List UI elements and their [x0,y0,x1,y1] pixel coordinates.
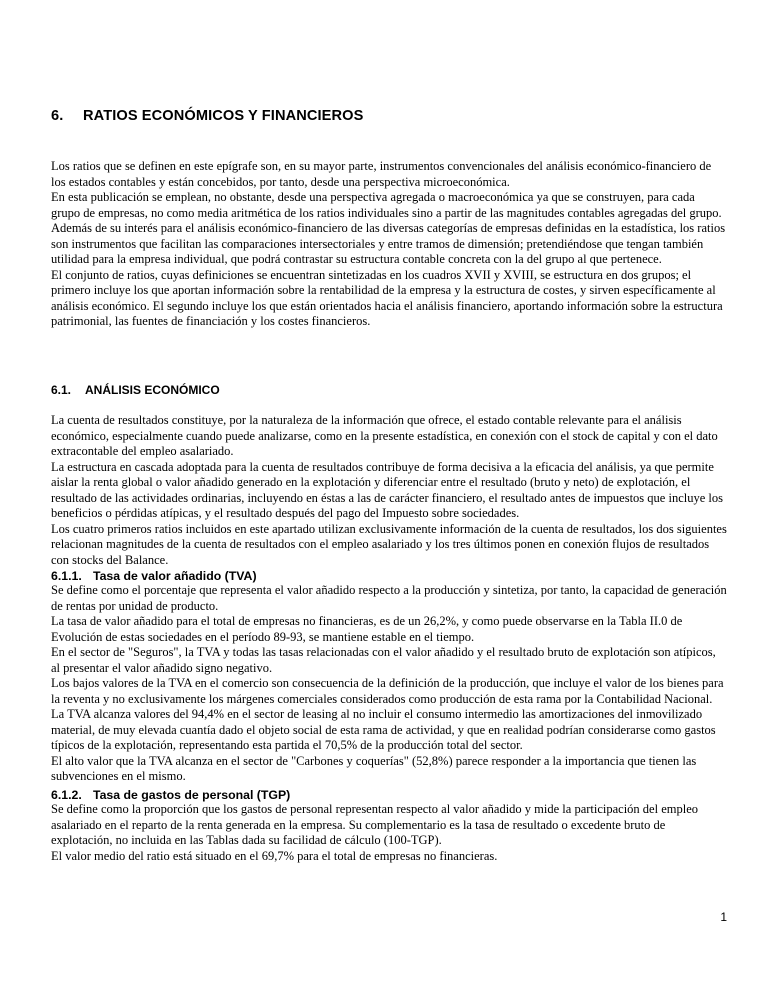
paragraph: Los ratios que se definen en este epígrafe son, en su mayor parte, instrumentos convencionales del análisis económico-financiero de los estados contables y están concebidos, por tanto, desde una perspectiva microeconómica. [51,159,712,189]
paragraph: En el sector de "Seguros", la TVA y todas las tasas relacionadas con el valor añadido y el resultado bruto de explotación son atípicos, al presentar el valor añadido signo negativo. [51,645,716,675]
tva-number: 6.1.1. [51,569,82,583]
page-number: 1 [720,910,727,924]
paragraph: El valor medio del ratio está situado en el 69,7% para el total de empresas no financieras. [51,848,498,863]
paragraph: Los bajos valores de la TVA en el comercio son consecuencia de la definición de la producción, que incluye el valor de los bienes para la reventa y no exclusivamente los márgenes comerciales considerados como producción de esta rama por la Contabilidad Nacional. [51,676,724,706]
paragraph: La estructura en cascada adoptada para la cuenta de resultados contribuye de forma decisiva a la eficacia del análisis, ya que permite aislar la renta global o valor añadido generado en la explotación y diferenciar entre el resultado (bruto y neto) de explotación, el resultado de las actividades ordinarias, incluyendo en éstas a las de carácter financiero, el resultado antes de impuestos que incluye los beneficios o pérdidas atípicas, y el resultado después del pago del Impuesto sobre sociedades. [51,459,723,520]
tgp-number: 6.1.2. [51,788,82,802]
paragraph: En esta publicación se emplean, no obstante, desde una perspectiva agregada o macroeconómica ya que se construyen, para cada grupo de empresas, no como media aritmética de los ratios individuales sino a partir de las magnitudes contables agregadas del grupo. [51,190,722,220]
tgp-title: Tasa de gastos de personal (TGP) [93,788,291,802]
paragraph: Se define como la proporción que los gastos de personal representan respecto al valor añadido y mide la participación del empleo asalariado en el reparto de la renta generada en la empresa. Su complementario es la tasa de resultado o excedente bruto de explotación, no incluida en las Tablas dada su facilidad de cálculo (100-TGP). [51,802,698,847]
section-intro [51,159,727,330]
paragraph: Además de su interés para el análisis económico-financiero de las diversas categorías de empresas definidas en la estadística, los ratios son instrumentos que facilitan las comparaciones intersectoriales y entre tramos de dimensión; pretendiéndose que tengan también utilidad para la empresa individual, que podrá contrastar su estructura contable concreta con la del grupo al que pertenece. [51,221,726,266]
tva-body [51,583,727,785]
section-title: RATIOS ECONÓMICOS Y FINANCIEROS [83,108,364,124]
subsection-title: ANÁLISIS ECONÓMICO [85,383,220,397]
paragraph: La tasa de valor añadido para el total de empresas no financieras, es de un 26,2%, y como puede observarse en la Tabla II.0 de Evolución de estas sociedades en el período 89-93, se mantiene estable en el tiempo. [51,614,683,644]
section-heading [51,108,363,124]
paragraph: La cuenta de resultados constituye, por la naturaleza de la información que ofrece, el estado contable relevante para el análisis económico, especialmente cuando puede analizarse, como en la presente estadística, en conexión con el stock de capital y con el dato extracontable del empleo asalariado. [51,413,718,458]
subsection-heading [51,383,220,397]
tva-title: Tasa de valor añadido (TVA) [93,569,257,583]
tva-heading [51,569,257,583]
paragraph: El alto valor que la TVA alcanza en el sector de "Carbones y coquerías" (52,8%) parece responder a la importancia que tienen las subvenciones en el mismo. [51,753,697,783]
section-number: 6. [51,108,64,124]
subsection-intro [51,413,727,568]
paragraph: Los cuatro primeros ratios incluidos en este apartado utilizan exclusivamente información de la cuenta de resultados, los dos siguientes relacionan magnitudes de la cuenta de resultados con el empleo asalariado y los tres últimos ponen en conexión flujos de resultados con stocks del Balance. [51,521,727,567]
paragraph: La TVA alcanza valores del 94,4% en el sector de leasing al no incluir el consumo intermedio las amortizaciones del inmovilizado material, de muy elevada cuantía dado el objeto social de esta rama de actividad, y que en realidad podrían considerarse como gastos típicos de la explotación, representando esta partida el 70,5% de la producción total del sector. [51,707,716,752]
tgp-heading [51,788,290,802]
subsection-number: 6.1. [51,383,72,397]
paragraph: El conjunto de ratios, cuyas definiciones se encuentran sintetizadas en los cuadros XVII y XVIII, se estructura en dos grupos; el primero incluye los que aportan información sobre la rentabilidad de la empresa y la estructura de costes, y sirven específicamente al análisis económico. El segundo incluye los que están orientados hacia el análisis financiero, aportando información sobre la estructura patrimonial, las fuentes de financiación y los costes financieros. [51,267,723,328]
tgp-body [51,802,727,864]
paragraph: Se define como el porcentaje que representa el valor añadido respecto a la producción y sintetiza, por tanto, la capacidad de generación de rentas por unidad de producto. [51,583,727,613]
